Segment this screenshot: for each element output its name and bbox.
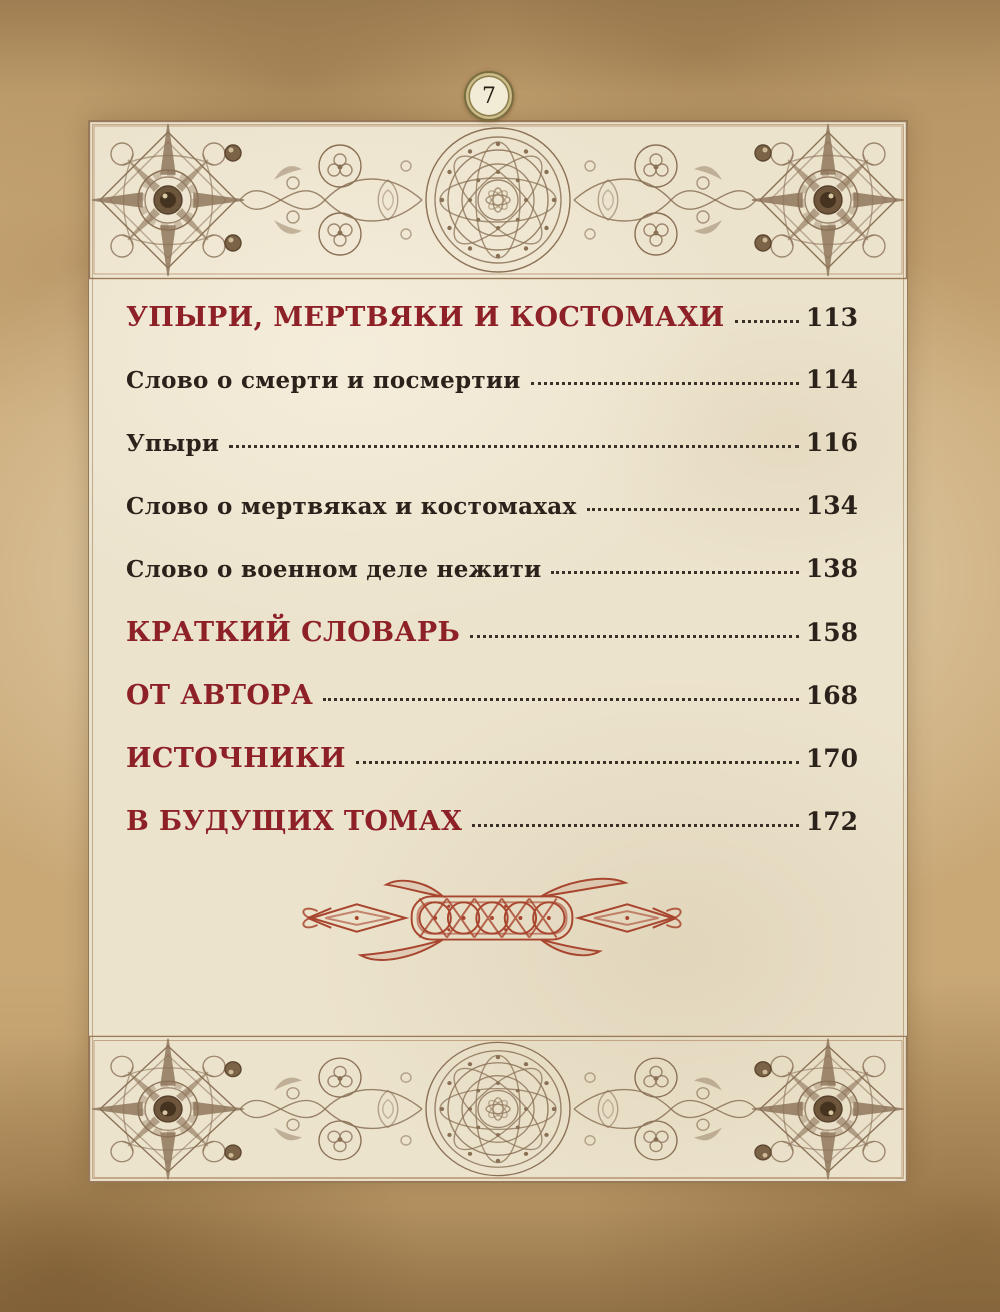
toc-entry-page: 138 (805, 554, 858, 583)
toc-entry (126, 491, 858, 521)
knotwork-band-icon (88, 120, 908, 280)
toc-entry (126, 365, 858, 395)
dotted-leader (735, 320, 799, 323)
knotwork-divider-icon (296, 869, 688, 967)
toc-entry-label: КРАТКИЙ СЛОВАРЬ (126, 617, 461, 648)
toc-entry-label: Слово о военном деле нежити (126, 556, 542, 583)
toc-entry-label: В БУДУЩИХ ТОМАХ (126, 806, 463, 837)
toc-entry-page: 172 (805, 807, 858, 836)
dotted-leader (323, 698, 798, 701)
ornamental-border-top (88, 120, 908, 280)
dotted-leader (229, 445, 799, 448)
dotted-leader (531, 382, 799, 385)
toc-entry-page: 170 (805, 744, 858, 773)
toc-entry-page: 134 (805, 491, 858, 520)
toc-entry-label: ОТ АВТОРА (126, 680, 314, 711)
toc-entry (126, 428, 858, 458)
toc-entry (126, 554, 858, 584)
dotted-leader (470, 635, 799, 638)
toc-entry-label: Слово о смерти и посмертии (126, 367, 521, 394)
toc-entry-page: 116 (805, 428, 858, 457)
toc-entry (126, 806, 858, 836)
toc-entry (126, 743, 858, 773)
content-panel (88, 120, 908, 1183)
ornamental-border-bottom (88, 1035, 908, 1183)
toc-entry-label: ИСТОЧНИКИ (126, 743, 346, 774)
dotted-leader (587, 508, 799, 511)
dotted-leader (472, 824, 798, 827)
knotwork-band-icon (88, 1035, 908, 1183)
page-number-badge (464, 71, 514, 121)
page-number: 7 (482, 83, 496, 109)
toc-entry (126, 617, 858, 647)
toc-entry (126, 302, 858, 332)
toc-entry-page: 113 (805, 303, 858, 332)
toc-entry (126, 680, 858, 710)
dotted-leader (551, 571, 798, 574)
toc-entry-label: Упыри (126, 430, 220, 457)
dotted-leader (356, 761, 799, 764)
toc-entry-page: 114 (805, 365, 858, 394)
toc-entry-label: УПЫРИ, МЕРТВЯКИ И КОСТОМАХИ (126, 302, 725, 333)
toc-entry-page: 168 (805, 681, 858, 710)
toc-entry-page: 158 (805, 618, 858, 647)
toc-entry-label: Слово о мертвяках и костомахах (126, 493, 577, 520)
table-of-contents (88, 280, 908, 967)
